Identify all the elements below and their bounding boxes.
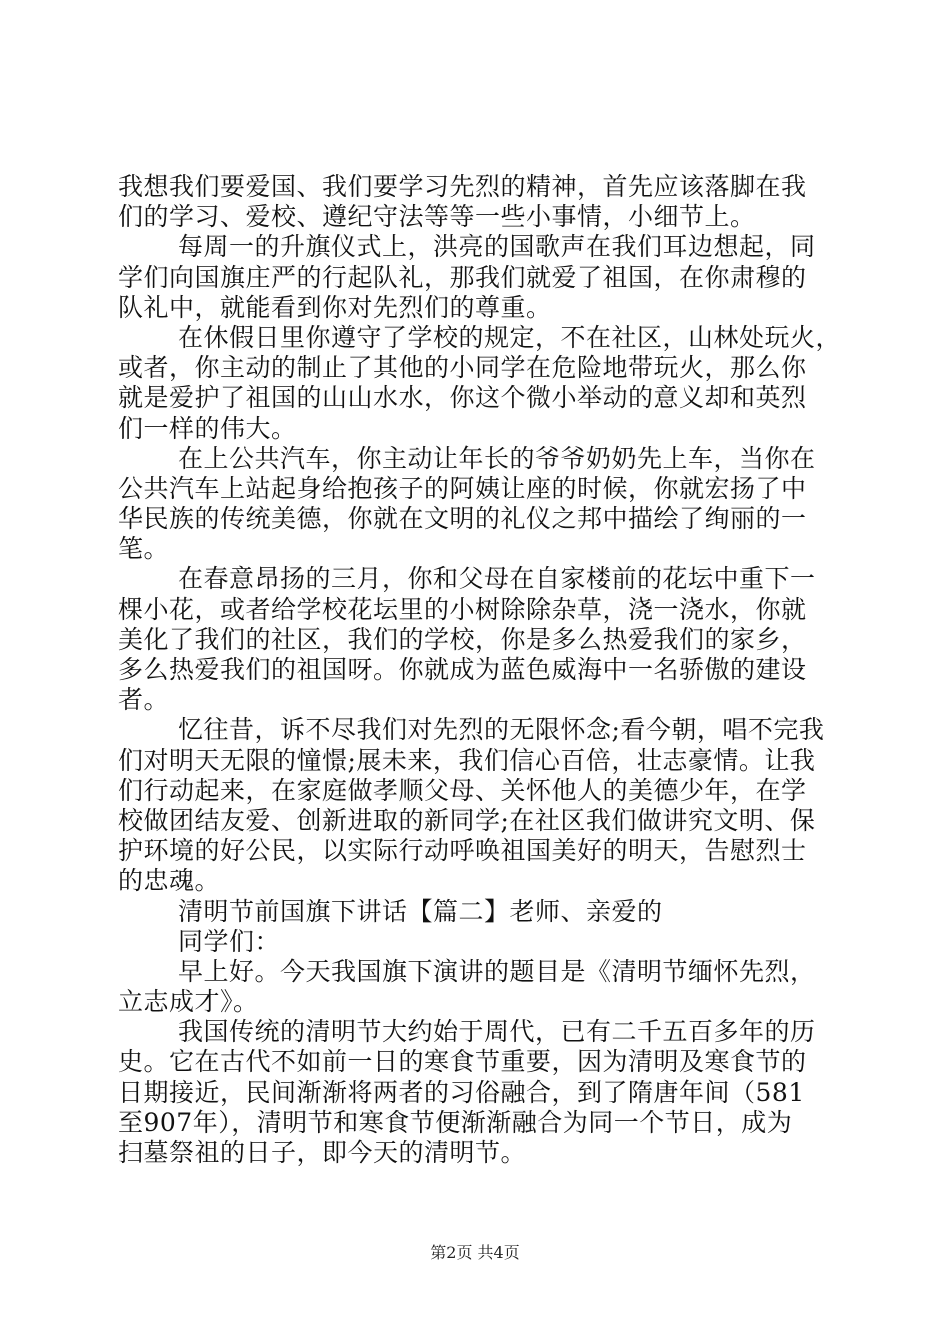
text-line: 史。它在古代不如前一日的寒食节重要，因为清明及寒食节的	[118, 1047, 807, 1077]
text-line: 们一样的伟大。	[118, 413, 297, 443]
text-line: 队礼中，就能看到你对先烈们的尊重。	[118, 292, 552, 322]
text-line: 或者，你主动的制止了其他的小同学在危险地带玩火，那么你	[118, 353, 807, 383]
text-line: 我国传统的清明节大约始于周代，已有二千五百多年的历	[178, 1017, 816, 1047]
text-line: 护环境的好公民，以实际行动呼唤祖国美好的明天，告慰烈士	[118, 836, 807, 866]
text-line: 每周一的升旗仪式上，洪亮的国歌声在我们耳边想起，同	[178, 232, 816, 262]
text-line: 在春意昂扬的三月，你和父母在自家楼前的花坛中重下一	[178, 564, 816, 594]
text-line: 日期接近，民间渐渐将两者的习俗融合，到了隋唐年间（581	[118, 1077, 805, 1107]
text-line: 们的学习、爱校、遵纪守法等等一些小事情，小细节上。	[118, 202, 756, 232]
text-line: 在休假日里你遵守了学校的规定，不在社区，山林处玩火，	[178, 322, 842, 352]
text-line: 笔。	[118, 534, 170, 564]
text-line: 校做团结友爱、创新进取的新同学;在社区我们做讲究文明、保	[118, 805, 816, 835]
document-body	[118, 172, 842, 1168]
text-line: 华民族的传统美德，你就在文明的礼仪之邦中描绘了绚丽的一	[118, 504, 807, 534]
text-line: 者。	[118, 685, 170, 715]
text-line: 们行动起来，在家庭做孝顺父母、关怀他人的美德少年，在学	[118, 775, 807, 805]
page-footer: 第2页 共4页	[430, 1243, 520, 1262]
text-line: 至907年），清明节和寒食节便渐渐融合为同一个节日，成为	[118, 1107, 793, 1137]
text-line: 们对明天无限的憧憬;展未来，我们信心百倍，壮志豪情。让我	[118, 745, 816, 775]
text-line: 棵小花，或者给学校花坛里的小树除除杂草，浇一浇水，你就	[118, 594, 807, 624]
text-line: 我想我们要爱国、我们要学习先烈的精神，首先应该落脚在我	[118, 172, 807, 201]
text-line: 就是爱护了祖国的山山水水，你这个微小举动的意义却和英烈	[118, 383, 807, 413]
text-line: 扫墓祭祖的日子，即今天的清明节。	[118, 1138, 527, 1167]
text-line: 同学们：	[178, 926, 281, 956]
text-line: 公共汽车上站起身给抱孩子的阿姨让座的时候，你就宏扬了中	[118, 473, 807, 503]
text-line: 早上好。今天我国旗下演讲的题目是《清明节缅怀先烈，	[178, 956, 816, 986]
text-line: 多么热爱我们的祖国呀。你就成为蓝色威海中一名骄傲的建设	[118, 655, 807, 684]
text-line: 忆往昔，诉不尽我们对先烈的无限怀念;看今朝，唱不完我	[178, 715, 825, 745]
text-line: 清明节前国旗下讲话【篇二】老师、亲爱的	[178, 896, 663, 926]
text-line: 美化了我们的社区，我们的学校，你是多么热爱我们的家乡，	[118, 624, 807, 654]
text-line: 立志成才》。	[118, 987, 259, 1017]
text-line: 在上公共汽车，你主动让年长的爷爷奶奶先上车，当你在	[178, 443, 816, 473]
text-line: 的忠魂。	[118, 866, 221, 896]
text-line: 学们向国旗庄严的行起队礼，那我们就爱了祖国，在你肃穆的	[118, 262, 807, 292]
